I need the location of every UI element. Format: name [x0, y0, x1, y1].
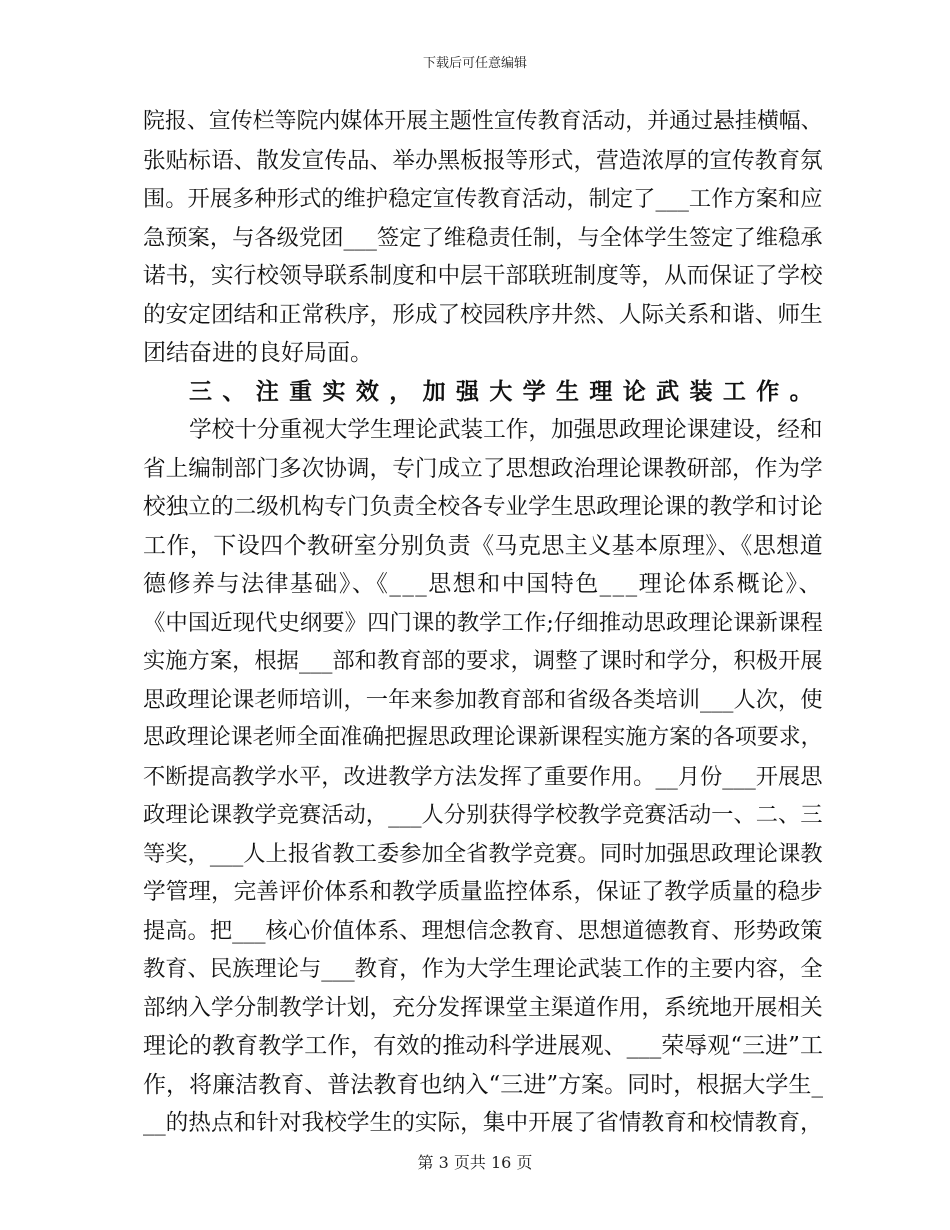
text-line: 《中国近现代史纲要》四门课的教学工作;仔细推动思政理论课新课程	[143, 609, 823, 636]
text-line: 学管理，完善评价体系和教学质量监控体系，保证了教学质量的稳步	[143, 879, 823, 905]
text-line: 教育、民族理论与___教育，作为大学生理论武装工作的主要内容，全	[143, 956, 823, 982]
text-line: 省上编制部门多次协调，专门成立了思想政治理论课教研部，作为学	[143, 455, 823, 482]
text-line: 等奖，___人上报省教工委参加全省教学竞赛。同时加强思政理论课教	[143, 840, 823, 867]
text-line: 团结奋进的良好局面。	[143, 340, 373, 366]
text-line: 政理论课教学竞赛活动，___人分别获得学校教学竞赛活动一、二、三	[143, 802, 823, 828]
text-line: 的安定团结和正常秩序，形成了校园秩序井然、人际关系和谐、师生	[143, 301, 823, 328]
text-line: 围。开展多种形式的维护稳定宣传教育活动，制定了___工作方案和应	[143, 186, 823, 212]
text-line: 学校十分重视大学生理论武装工作，加强思政理论课建设，经和	[189, 417, 823, 443]
text-line: 提高。把___核心价值体系、理想信念教育、思想道德教育、形势政策	[143, 917, 823, 944]
text-line: 德修养与法律基础》、《___思想和中国特色___理论体系概论》、	[143, 571, 823, 597]
text-line: 部纳入学分制教学计划，充分发挥课堂主渠道作用，系统地开展相关	[143, 994, 823, 1021]
text-line: 工作，下设四个教研室分别负责《马克思主义基本原理》、《思想道	[143, 532, 823, 559]
text-line: 校独立的二级机构专门负责全校各专业学生思政理论课的教学和讨论	[143, 494, 823, 520]
text-line: 急预案，与各级党团___签定了维稳责任制，与全体学生签定了维稳承	[143, 224, 823, 251]
text-line: 诺书，实行校领导联系制度和中层干部联班制度等，从而保证了学校	[143, 263, 823, 289]
body-text	[143, 103, 823, 1143]
text-line: __的热点和针对我校学生的实际，集中开展了省情教育和校情教育，	[143, 1110, 823, 1136]
text-line: 理论的教育教学工作，有效的推动科学进展观、___荣辱观“三进”工	[143, 1033, 823, 1059]
page-footer: 第 3 页共 16 页	[417, 1153, 533, 1172]
section-heading: 三、注重实效，加强大学生理论武装工作。	[189, 377, 823, 405]
text-line: 实施方案，根据___部和教育部的要求，调整了课时和学分，积极开展	[143, 648, 823, 674]
page-header: 下载后可任意编辑	[422, 56, 527, 71]
text-line: 思政理论课老师全面准确把握思政理论课新课程实施方案的各项要求，	[143, 725, 823, 750]
text-line: 不断提高教学水平，改进教学方法发挥了重要作用。__月份___开展思	[143, 763, 823, 790]
text-line: 思政理论课老师培训，一年来参加教育部和省级各类培训___人次，使	[143, 686, 823, 713]
text-line: 作，将廉洁教育、普法教育也纳入“三进”方案。同时，根据大学生_	[143, 1071, 823, 1098]
text-line: 院报、宣传栏等院内媒体开展主题性宣传教育活动，并通过悬挂横幅、	[143, 109, 823, 134]
text-line: 张贴标语、散发宣传品、举办黑板报等形式，营造浓厚的宣传教育氛	[143, 147, 823, 174]
